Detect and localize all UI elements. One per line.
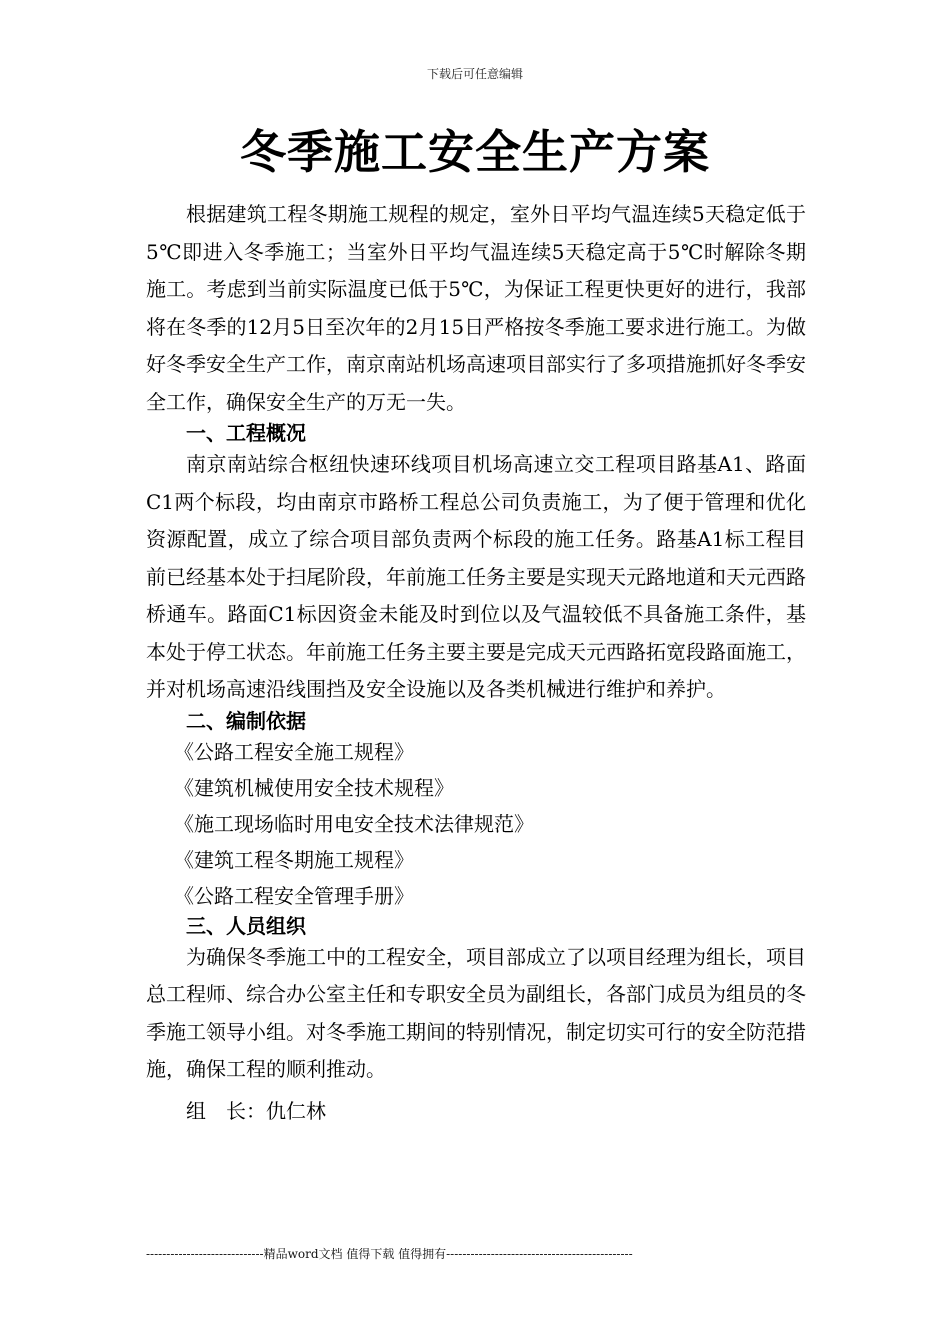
- reference-item: 《施工现场临时用电安全技术法律规范》: [174, 811, 534, 836]
- section-heading-personnel: 三、人员组织: [186, 913, 306, 938]
- document-body: [146, 196, 806, 1133]
- team-leader-line: 组 长：仇仁林: [186, 1098, 326, 1123]
- reference-item: 《建筑机械使用安全技术规程》: [174, 775, 454, 800]
- header-note: 下载后可任意编辑: [426, 67, 523, 81]
- reference-item: 《公路工程安全管理手册》: [174, 883, 414, 908]
- section-heading-overview: 一、工程概况: [186, 421, 306, 445]
- reference-item: 《公路工程安全施工规程》: [174, 739, 414, 764]
- section-heading-basis: 二、编制依据: [186, 708, 306, 733]
- personnel-paragraph: 为确保冬季施工中的工程安全，项目部成立了以项目经理为组长，项目总工程师、综合办公室主任和专职安全员为副组长，各部门成员为组员的冬季施工领导小组。对冬季施工期间的特别情况，制定切实可行的安全防范措施，确保工程的顺利推动。: [146, 944, 806, 1081]
- intro-paragraph: 根据建筑工程冬期施工规程的规定，室外日平均气温连续5天稳定低于5℃即进入冬季施工；当室外日平均气温连续5天稳定高于5℃时解除冬期施工。考虑到当前实际温度已低于5℃，为保证工程更快更好的进行，我部将在冬季的12月5日至次年的2月15日严格按冬季施工要求进行施工。为做好冬季安全生产工作，南京南站机场高速项目部实行了多项措施抓好冬季安全工作，确保安全生产的万无一失。: [146, 202, 806, 414]
- reference-item: 《建筑工程冬期施工规程》: [174, 847, 414, 872]
- document-title: 冬季施工安全生产方案: [240, 125, 710, 179]
- footer-note: -----------------------------精品word文档 值得下载 值得拥有----------------------------------------------: [146, 1247, 633, 1261]
- reference-list: [146, 734, 806, 914]
- overview-paragraph: 南京南站综合枢纽快速环线项目机场高速立交工程项目路基A1、路面C1两个标段，均由南京市路桥工程总公司负责施工，为了便于管理和优化资源配置，成立了综合项目部负责两个标段的施工任务。路基A1标工程目前已经基本处于扫尾阶段，年前施工任务主要是实现天元路地道和天元西路桥通车。路面C1标因资金未能及时到位以及气温较低不具备施工条件，基本处于停工状态。年前施工任务主要主要是完成天元西路拓宽段路面施工，并对机场高速沿线围挡及安全设施以及各类机械进行维护和养护。: [146, 452, 806, 701]
